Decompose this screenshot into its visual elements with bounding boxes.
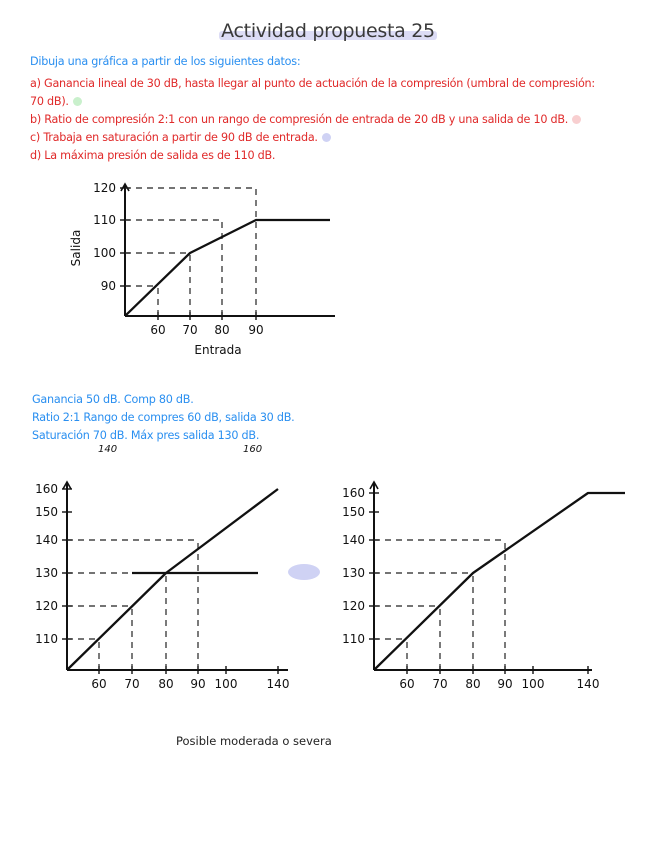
exercise2-line3: Saturación 70 dB. Máx pres salida 130 dB. <box>32 429 260 442</box>
x-tick-label: 70 <box>124 677 140 691</box>
y-tick-label: 110 <box>35 632 58 646</box>
x-tick-label: 90 <box>190 677 206 691</box>
x-tick-label: 60 <box>399 677 415 691</box>
x-tick-label: 90 <box>248 323 264 337</box>
y-tick-label: 160 <box>342 486 365 500</box>
y-tick-label: 110 <box>342 632 365 646</box>
instruction-c: c) Trabaja en saturación a partir de 90 dB de entrada. <box>30 131 318 144</box>
x-tick-label: 100 <box>214 677 238 691</box>
y-tick-label: 160 <box>35 482 58 496</box>
title-text: Actividad propuesta 25 <box>221 20 435 42</box>
instruction-d: d) La máxima presión de salida es de 110 dB. <box>30 149 276 162</box>
y-axis-title: Salida <box>69 229 83 267</box>
exercise2-line1: Ganancia 50 dB. Comp 80 dB. <box>32 393 194 406</box>
caption: Posible moderada o severa <box>176 734 332 748</box>
chart-3 <box>342 482 625 691</box>
instructions-intro: Dibuja una gráfica a partir de los siguientes datos: <box>30 55 301 68</box>
y-tick-label: 120 <box>342 599 365 613</box>
x-tick-label: 60 <box>150 323 166 337</box>
y-tick-label: 150 <box>35 505 58 519</box>
x-tick-label: 60 <box>91 677 107 691</box>
y-tick-label: 140 <box>35 533 58 547</box>
instruction-a-line1: a) Ganancia lineal de 30 dB, hasta llegar al punto de actuación de la compresión (umbral de compresión: <box>30 77 595 90</box>
x-tick-label: 80 <box>465 677 481 691</box>
y-tick-label: 90 <box>100 279 116 293</box>
y-tick-label: 130 <box>342 566 365 580</box>
x-tick-label: 90 <box>497 677 513 691</box>
y-tick-label: 110 <box>93 213 116 227</box>
exercise2-line2: Ratio 2:1 Rango de compres 60 dB, salida 30 dB. <box>32 411 295 424</box>
series-curve <box>374 493 625 670</box>
x-tick-label: 140 <box>266 677 290 691</box>
series-curve <box>125 220 330 316</box>
x-tick-label: 100 <box>521 677 545 691</box>
chart-1 <box>69 181 335 357</box>
x-axis-title: Entrada <box>194 343 242 357</box>
x-tick-label: 70 <box>182 323 198 337</box>
y-tick-label: 140 <box>342 533 365 547</box>
x-tick-label: 70 <box>432 677 448 691</box>
smudge-mark <box>288 564 320 580</box>
handwritten-note-160: 160 <box>243 444 263 455</box>
y-tick-label: 120 <box>93 181 116 195</box>
handwritten-note-140: 140 <box>98 444 118 455</box>
y-tick-label: 120 <box>35 599 58 613</box>
instruction-a-line2: 70 dB). <box>30 95 69 108</box>
chart-2 <box>35 482 289 691</box>
x-tick-label: 80 <box>214 323 230 337</box>
instruction-b: b) Ratio de compresión 2:1 con un rango de compresión de entrada de 20 dB y una salida de 10 dB. <box>30 113 569 126</box>
y-tick-label: 150 <box>342 505 365 519</box>
x-tick-label: 140 <box>576 677 600 691</box>
y-tick-label: 100 <box>93 246 116 260</box>
y-tick-label: 130 <box>35 566 58 580</box>
x-tick-label: 80 <box>158 677 174 691</box>
